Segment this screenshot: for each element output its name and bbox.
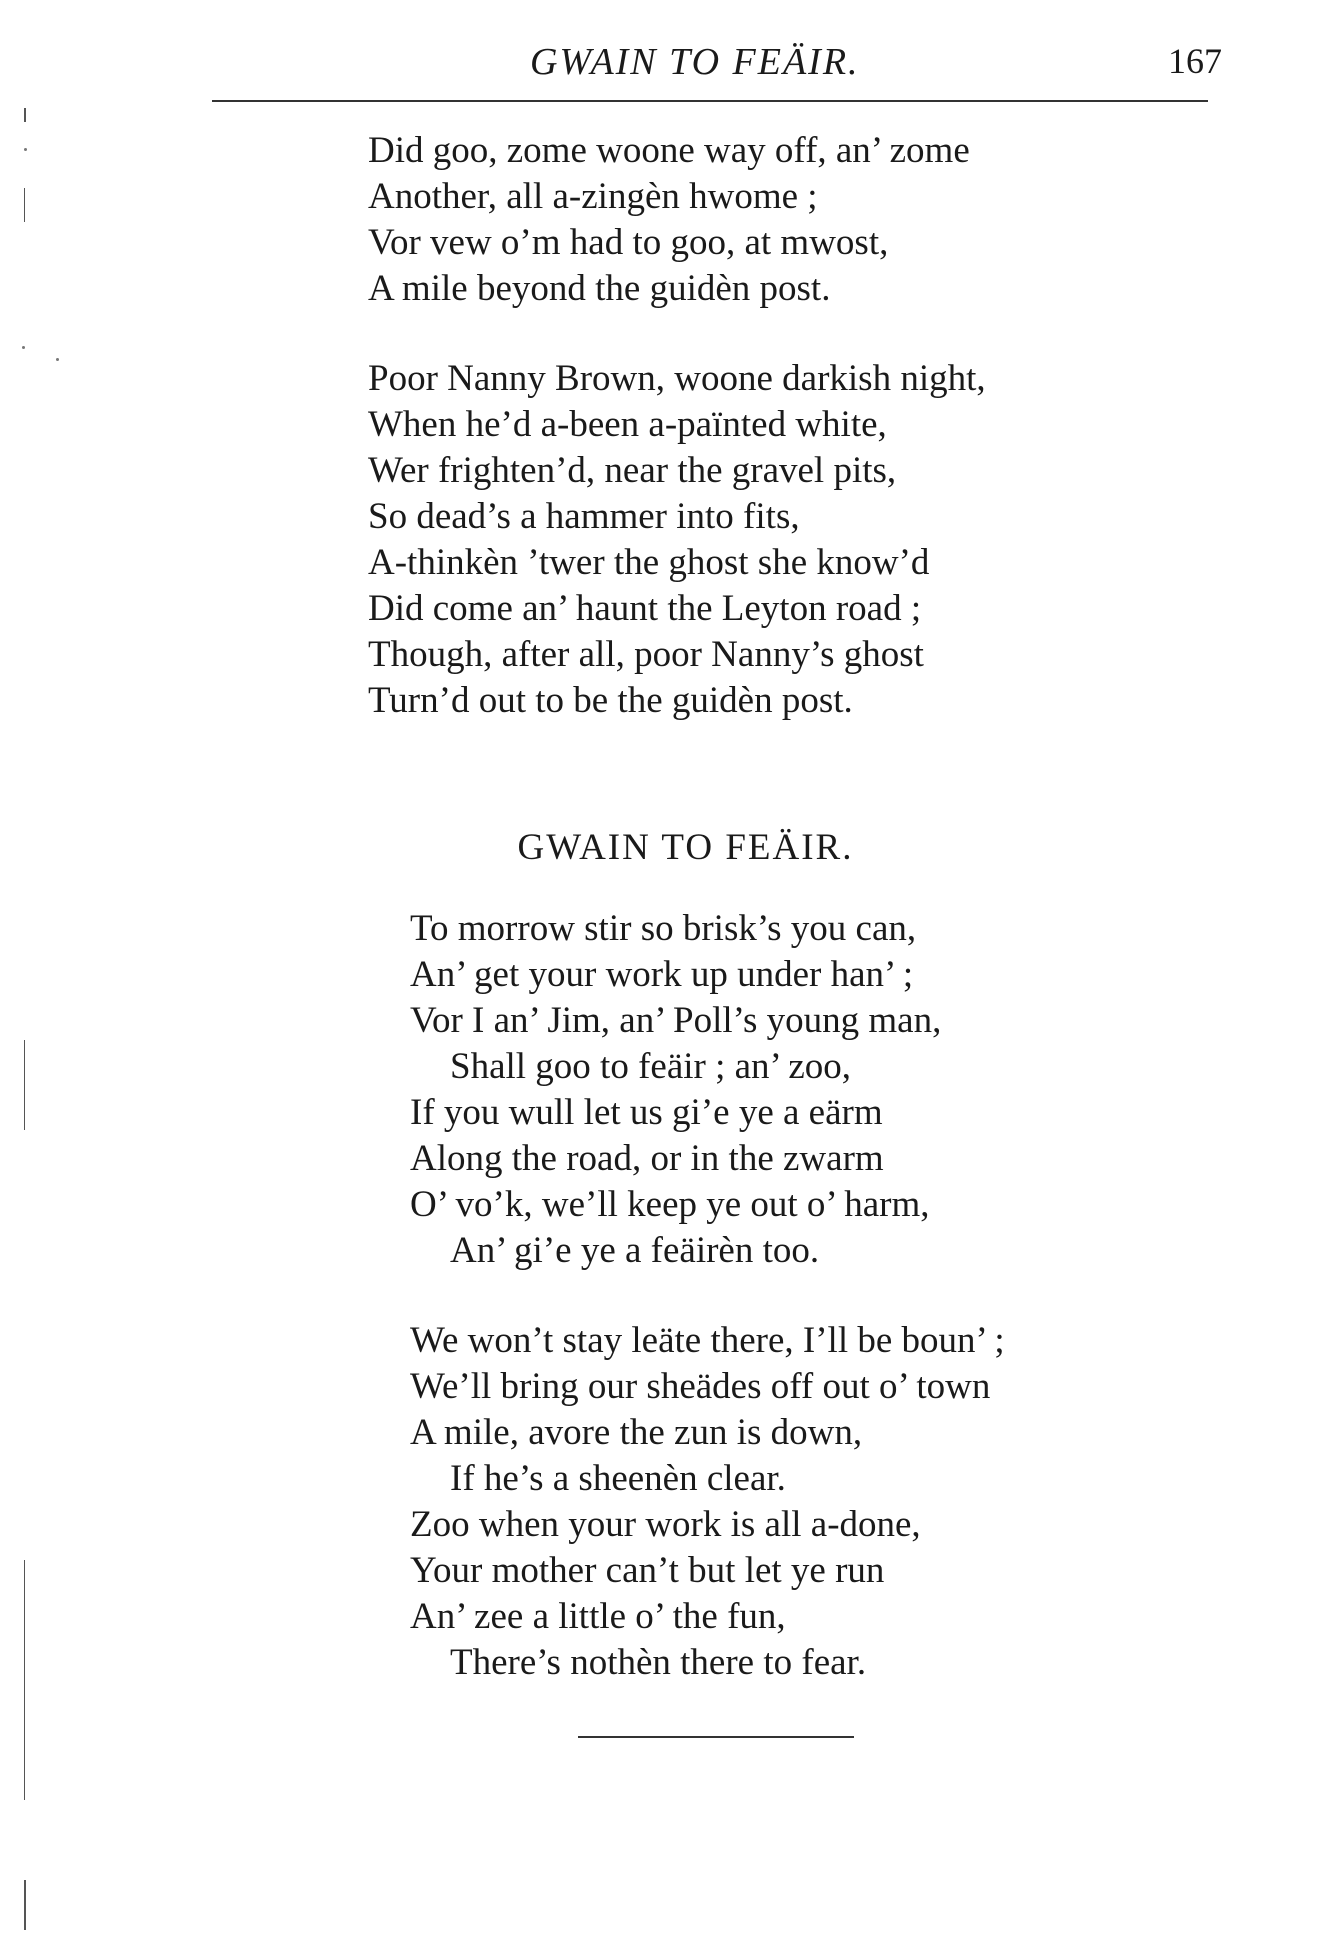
running-head xyxy=(0,40,1321,100)
verse-line: A-thinkèn ’twer the ghost she know’d xyxy=(368,542,930,583)
verse-line: Did goo, zome woone way off, an’ zome xyxy=(368,130,970,171)
verse-line: Did come an’ haunt the Leyton road ; xyxy=(368,588,922,629)
previous-poem-stanza xyxy=(368,356,986,724)
scan-artifact xyxy=(56,358,59,361)
verse-line: We’ll bring our sheädes off out o’ town xyxy=(410,1366,991,1407)
page-number: 167 xyxy=(1168,41,1222,81)
previous-poem-stanza xyxy=(368,128,970,312)
verse-line: A mile beyond the guidèn post. xyxy=(368,268,831,309)
scan-artifact xyxy=(24,188,25,222)
verse-line: There’s nothèn there to fear. xyxy=(450,1642,867,1683)
running-title: GWAIN TO FEÄIR. xyxy=(530,41,860,83)
scan-artifact xyxy=(24,108,26,122)
verse-line: If he’s a sheenèn clear. xyxy=(450,1458,786,1499)
verse-line: Along the road, or in the zwarm xyxy=(410,1138,884,1179)
verse-line: When he’d a-been a-païnted white, xyxy=(368,404,887,445)
poem-title: GWAIN TO FEÄIR. xyxy=(517,827,854,868)
verse-line: A mile, avore the zun is down, xyxy=(410,1412,863,1453)
verse-line: Wer frighten’d, near the gravel pits, xyxy=(368,450,897,491)
verse-line: Your mother can’t but let ye run xyxy=(410,1550,885,1591)
scan-artifact xyxy=(24,1880,26,1930)
verse-line: Though, after all, poor Nanny’s ghost xyxy=(368,634,924,675)
verse-line: So dead’s a hammer into fits, xyxy=(368,496,800,537)
end-rule xyxy=(578,1736,854,1738)
poem-stanza xyxy=(410,1318,1005,1686)
scan-artifact xyxy=(22,346,25,349)
verse-line: Vor I an’ Jim, an’ Poll’s young man, xyxy=(410,1000,942,1041)
verse-line: If you wull let us gi’e ye a eärm xyxy=(410,1092,883,1133)
verse-line: O’ vo’k, we’ll keep ye out o’ harm, xyxy=(410,1184,930,1225)
verse-line: Zoo when your work is all a-done, xyxy=(410,1504,921,1545)
verse-line: An’ get your work up under han’ ; xyxy=(410,954,914,995)
verse-line: Turn’d out to be the guidèn post. xyxy=(368,680,853,721)
poem-stanza xyxy=(410,906,941,1274)
scan-artifact xyxy=(24,148,27,151)
verse-line: To morrow stir so brisk’s you can, xyxy=(410,908,917,949)
verse-line: We won’t stay leäte there, I’ll be boun’ ; xyxy=(410,1320,1005,1361)
verse-line: Vor vew o’m had to goo, at mwost, xyxy=(368,222,889,263)
verse-line: An’ gi’e ye a feäirèn too. xyxy=(450,1230,820,1271)
verse-line: An’ zee a little o’ the fun, xyxy=(410,1596,786,1637)
header-rule xyxy=(212,100,1208,102)
scan-artifact xyxy=(24,1040,25,1130)
verse-line: Shall goo to feäir ; an’ zoo, xyxy=(450,1046,852,1087)
verse-line: Another, all a-zingèn hwome ; xyxy=(368,176,818,217)
verse-line: Poor Nanny Brown, woone darkish night, xyxy=(368,358,986,399)
scan-artifact xyxy=(24,1560,25,1800)
